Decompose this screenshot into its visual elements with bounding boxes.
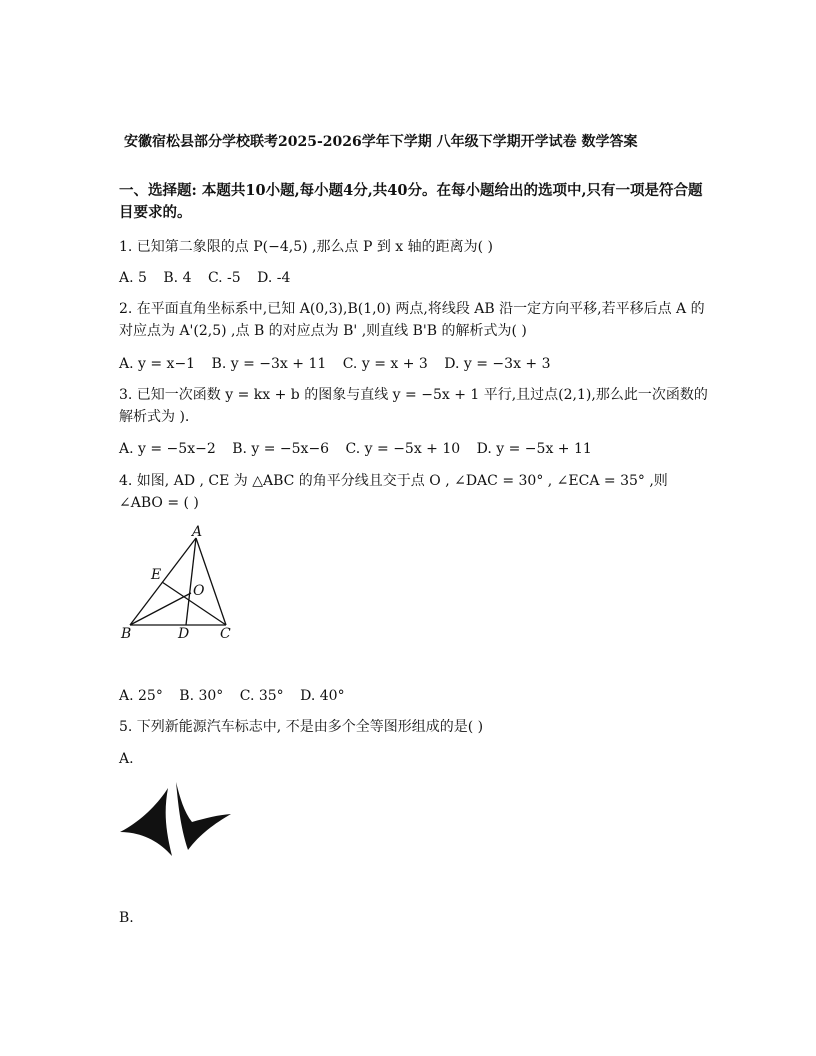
q3-option-b[interactable]: B. y = −5x−6 [232,441,330,457]
q4-option-a[interactable]: A. 25° [119,688,163,704]
question-1-options [119,268,709,288]
segment-ac [196,538,226,625]
label-o: O [193,583,205,599]
page-title: 安徽宿松县部分学校联考2025-2026学年下学期 八年级下学期开学试卷 数学答案 [124,134,638,150]
q1-option-b[interactable]: B. 4 [163,270,192,286]
question-2-options [119,354,709,374]
question-5-stem: 5. 下列新能源汽车标志中, 不是由多个全等图形组成的是( ) [119,719,484,735]
question-4-options [119,686,709,706]
q3-option-a[interactable]: A. y = −5x−2 [119,441,216,457]
q1-option-a[interactable]: A. 5 [119,270,147,286]
q3-option-d[interactable]: D. y = −5x + 11 [476,441,592,457]
label-e: E [151,567,162,583]
car-logo-a-image [118,780,236,864]
question-2-stem: 2. 在平面直角坐标系中,已知 A(0,3),B(1,0) 两点,将线段 AB 沿一定方向平移,若平移后点 A 的对应点为 A'(2,5) ,点 B 的对应点为 B' ,则直线 B'B 的解析式为( ) [119,301,705,339]
q5-option-a-label[interactable]: A. [119,751,134,767]
q1-option-c[interactable]: C. -5 [207,270,241,286]
section-heading: 一、选择题: 本题共10小题,每小题4分,共40分。在每小题给出的选项中,只有一项是符合题目要求的。 [119,182,703,221]
q4-option-d[interactable]: D. 40° [300,688,345,704]
question-4-stem: 4. 如图, AD , CE 为 △ABC 的角平分线且交于点 O , ∠DAC = 30° , ∠ECA = 35° ,则 ∠ABO = ( ) [119,473,668,511]
label-d: D [178,626,190,642]
q2-option-c[interactable]: C. y = x + 3 [342,356,428,372]
logo-right-wing-shape [176,782,231,850]
q3-option-c[interactable]: C. y = −5x + 10 [345,441,461,457]
q1-option-d[interactable]: D. -4 [257,270,291,286]
segment-ab [130,538,196,625]
q2-option-a[interactable]: A. y = x−1 [119,356,196,372]
logo-left-wing-shape [120,788,172,856]
q4-option-c[interactable]: C. 35° [239,688,284,704]
triangle-figure [118,522,242,644]
segment-bo [130,593,191,625]
question-1-stem: 1. 已知第二象限的点 P(−4,5) ,那么点 P 到 x 轴的距离为( ) [119,239,493,255]
label-c: C [220,626,231,642]
triangle-lines [130,538,226,625]
q2-option-d[interactable]: D. y = −3x + 3 [444,356,551,372]
label-a: A [192,524,203,540]
question-3-options [119,439,709,459]
q2-option-b[interactable]: B. y = −3x + 11 [211,356,327,372]
label-b: B [121,626,132,642]
question-3-stem: 3. 已知一次函数 y = kx + b 的图象与直线 y = −5x + 1 平行,且过点(2,1),那么此一次函数的解析式为 ). [119,387,708,425]
q4-option-b[interactable]: B. 30° [179,688,224,704]
q5-option-b-label[interactable]: B. [119,910,134,926]
segment-ad [186,538,196,625]
